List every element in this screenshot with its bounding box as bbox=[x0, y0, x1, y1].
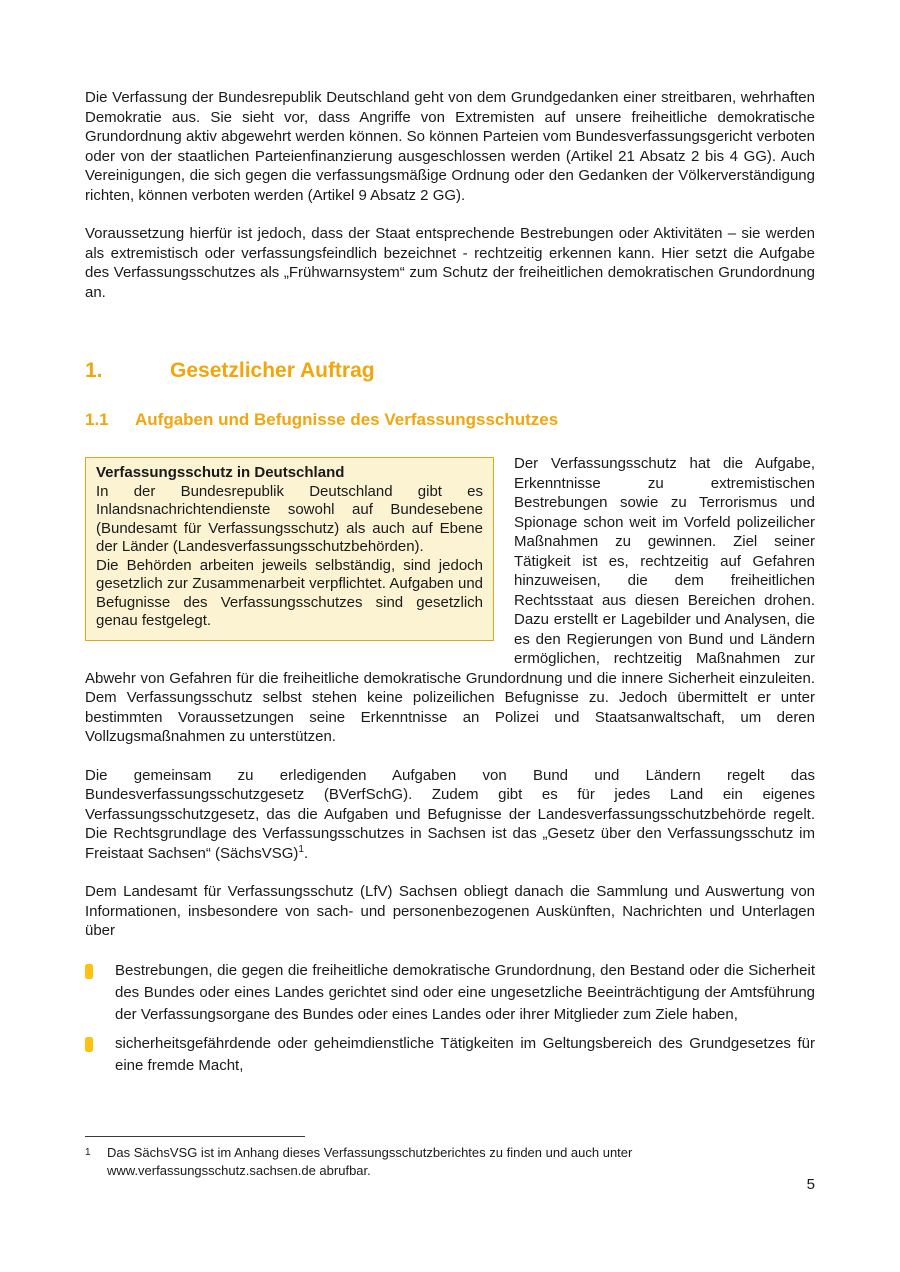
bullet-text: Bestrebungen, die gegen die freiheitliche demokratische Grundordnung, den Bestand oder die Sicherheit des Bundes oder eines Landes gerichtet sind oder eine ungesetzliche Beeinträchtigung der Amtsführung der Verfassungsorgane des Bundes oder eines Landes oder ihrer Mitglieder zum Ziele haben, bbox=[115, 961, 815, 1023]
main-paragraph-3: Dem Landesamt für Verfassungsschutz (LfV) Sachsen obliegt danach die Sammlung und Auswertung von Informationen, insbesondere von sach- und personenbezogenen Auskünften, Nachrichten und Unterlagen über bbox=[85, 883, 815, 939]
infobox-text-flow bbox=[85, 454, 815, 747]
subsection-number: 1.1 bbox=[85, 410, 109, 429]
main-paragraph-2 bbox=[85, 747, 815, 864]
list-item bbox=[85, 1033, 815, 1077]
bullet-list bbox=[85, 960, 815, 1077]
bullet-icon bbox=[85, 964, 93, 979]
section-title: Gesetzlicher Auftrag bbox=[170, 359, 375, 382]
bullet-icon bbox=[85, 1037, 93, 1052]
section-heading bbox=[85, 359, 815, 383]
main-paragraph-2-text: Die gemeinsam zu erledigenden Aufgaben von Bund und Ländern regelt das Bundesverfassungsschutzgesetz (BVerfSchG). Zudem gibt es für jedes Land ein eigenes Verfassungsschutzgesetz, das die Aufgaben und Befugnisse der Landesverfassungsschutzbehörde regelt. Die Rechtsgrundlage des Verfassungsschutzes in Sachsen ist das „Gesetz über den Verfassungsschutz im Freistaat Sachsen“ (SächsVSG) bbox=[85, 766, 815, 862]
infobox-paragraph-1: In der Bundesrepublik Deutschland gibt es Inlandsnachrichtendienste sowohl auf Bundesebene (Bundesamt für Verfassungsschutz) als auch auf Ebene der Länder (Landesverfassungsschutzbehörden). bbox=[96, 482, 483, 555]
infobox-paragraph-2: Die Behörden arbeiten jeweils selbständig, sind jedoch gesetzlich zur Zusammenarbeit verpflichtet. Aufgaben und Befugnisse des Verfassungsschutzes sind gesetzlich genau festgelegt. bbox=[96, 556, 483, 629]
intro-paragraph-2: Voraussetzung hierfür ist jedoch, dass der Staat entsprechende Bestrebungen oder Aktivitäten – sie werden als extremistisch oder verfassungsfeindlich bezeichnet - rechtzeitig erkennen kann. Hier setzt die Aufgabe des Verfassungsschutzes als „Frühwarnsystem“ zum Schutz der freiheitlichen demokratischen Grundordnung an. bbox=[85, 225, 815, 301]
main-paragraph-2-period: . bbox=[303, 844, 309, 862]
infobox-title: Verfassungsschutz in Deutschland bbox=[96, 464, 345, 481]
subsection-title: Aufgaben und Befugnisse des Verfassungsschutzes bbox=[135, 410, 559, 429]
footnote-divider bbox=[85, 1136, 305, 1137]
subsection-heading bbox=[85, 410, 815, 430]
infobox bbox=[85, 457, 494, 641]
footnote bbox=[85, 1144, 815, 1180]
footnote-area bbox=[85, 1136, 815, 1180]
footnote-number: 1 bbox=[85, 1147, 91, 1158]
page-number: 5 bbox=[806, 1176, 815, 1193]
list-item bbox=[85, 960, 815, 1026]
footnote-reference: 1 bbox=[298, 843, 304, 855]
section-number: 1. bbox=[85, 359, 103, 382]
footnote-text: Das SächsVSG ist im Anhang dieses Verfassungsschutzberichtes zu finden und auch unter www.verfassungsschutz.sachsen.de abrufbar. bbox=[107, 1145, 633, 1178]
bullet-text: sicherheitsgefährdende oder geheimdienstliche Tätigkeiten im Geltungsbereich des Grundgesetzes für eine fremde Macht, bbox=[115, 1034, 815, 1074]
main-paragraph-1: Der Verfassungsschutz hat die Aufgabe, Erkenntnisse zu extremistischen Bestrebungen sowie zu Terrorismus und Spionage schon weit im Vorfeld polizeilicher Maßnahmen zu gewinnen. Ziel seiner Tätigkeit ist es, rechtzeitig auf Gefahren hinzuweisen, die dem freiheitlichen Rechtsstaat aus diesen Bereichen drohen. Dazu erstellt er Lagebilder und Analysen, die es den Regierungen von Bund und Ländern ermöglichen, rechtzeitig Maßnahmen zur Abwehr von Gefahren für die freiheitliche demokratische Grundordnung und die innere Sicherheit einzuleiten. Dem Verfassungsschutz selbst stehen keine polizeilichen Befugnisse zu. Jedoch übermittelt er unter bestimmten Voraussetzungen seine Erkenntnisse an Polizei und Staatsanwaltschaft, um deren Vollzugsmaßnahmen zu unterstützen. bbox=[85, 455, 815, 745]
intro-paragraph-1: Die Verfassung der Bundesrepublik Deutschland geht von dem Grundgedanken einer streitbaren, wehrhaften Demokratie aus. Sie sieht vor, dass Angriffe von Extremisten auf unsere freiheitliche demokratische Grundordnung aktiv abgewehrt werden können. So können Parteien vom Bundesverfassungsgericht verboten oder von der staatlichen Parteienfinanzierung ausgeschlossen werden (Artikel 21 Absatz 2 bis 4 GG). Auch Vereinigungen, die sich gegen die verfassungsmäßige Ordnung oder den Gedanken der Völkerverständigung richten, können verboten werden (Artikel 9 Absatz 2 GG). bbox=[85, 89, 815, 204]
